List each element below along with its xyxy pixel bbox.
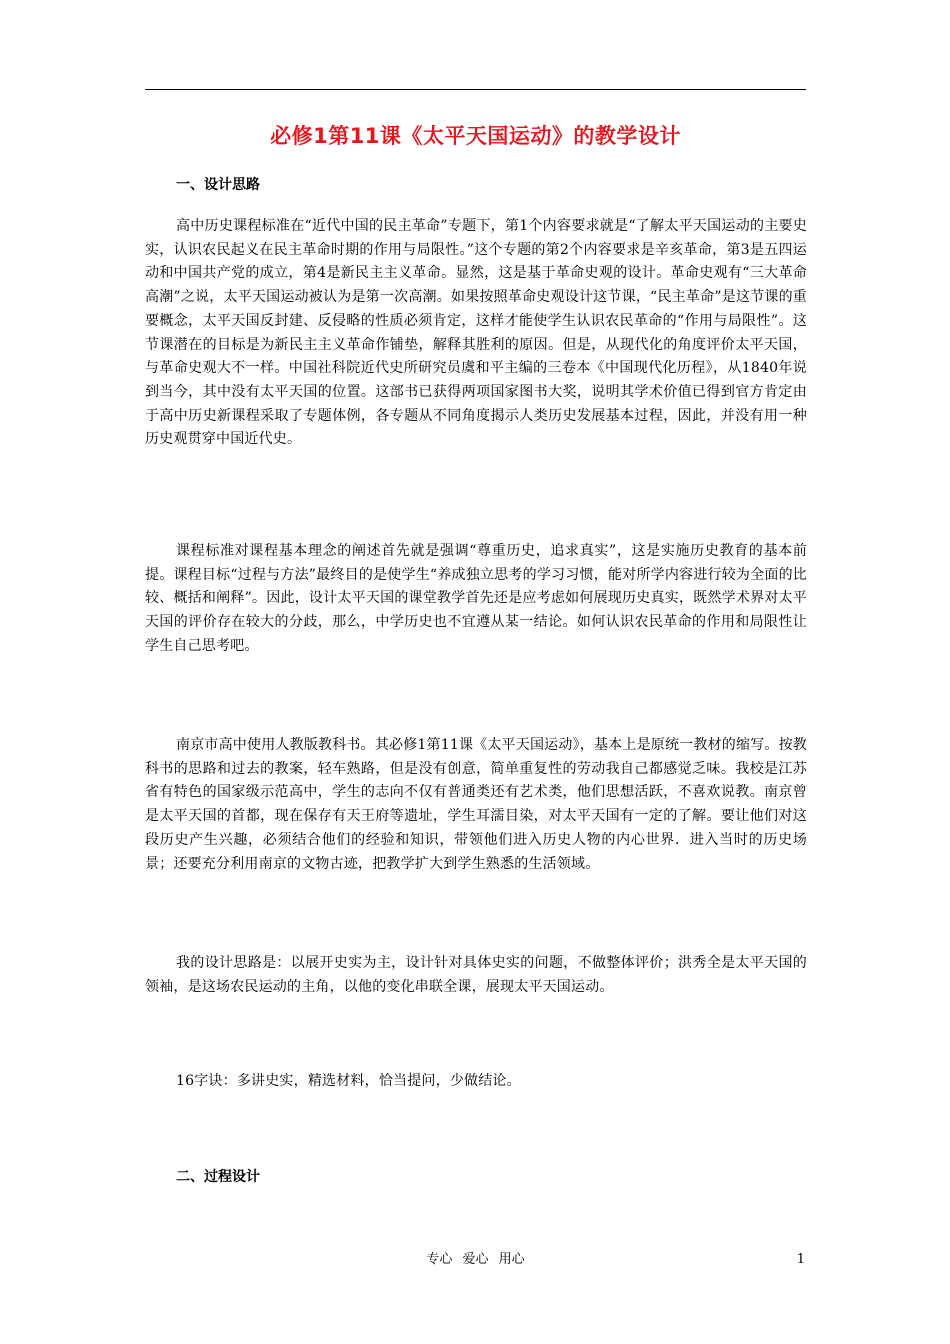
paragraph-3: 南京市高中使用人教版教科书。其必修1第11课《太平天国运动》，基本上是原统一教材的缩写。按教科书的思路和过去的教案，轻车熟路，但是没有创意，简单重复性的劳动我自己都感觉乏味。我校是江苏省有特色的国家级示范高中，学生的志向不仅有普通类还有艺术类，他们思想活跃，不喜欢说教。南京曾是太平天国的首都，现在保存有天王府等遗址，学生耳濡目染，对太平天国有一定的了解。要让他们对这段历史产生兴趣，必须结合他们的经验和知识，带领他们进入历史人物的内心世界．进入当时的历史场景；还要充分利用南京的文物古迹，把教学扩大到学生熟悉的生活领域。: [145, 737, 807, 872]
paragraph-5: 16字诀：多讲史实，精选材料，恰当提问，少做结论。: [176, 1073, 521, 1089]
paragraph-1: 高中历史课程标准在“近代中国的民主革命”专题下，第1个内容要求就是“了解太平天国运动的主要史实，认识农民起义在民主革命时期的作用与局限性。”这个专题的第2个内容要求是辛亥革命，第3是五四运动和中国共产党的成立，第4是新民主主义革命。显然，这是基于革命史观的设计。革命史观有“三大革命高潮”之说，太平天国运动被认为是第一次高潮。如果按照革命史观设计这节课，“民主革命”是这节课的重要概念，太平天国反封建、反侵略的性质必须肯定，这样才能使学生认识农民革命的“作用与局限性”。这节课潜在的目标是为新民主主义革命作铺垫，解释其胜利的原因。但是，从现代化的角度评价太平天国，与革命史观大不一样。中国社科院近代史所研究员虞和平主编的三卷本《中国现代化历程》，从1840年说到当今，其中没有太平天国的位置。这部书已获得两项国家图书大奖，说明其学术价值已得到官方肯定由于高中历史新课程采取了专题体例，各专题从不同角度揭示人类历史发展基本过程，因此，并没有用一种历史观贯穿中国近代史。: [145, 218, 807, 448]
paragraph-2: 课程标准对课程基本理念的阐述首先就是强调“尊重历史，追求真实”，这是实施历史教育的基本前提。课程目标“过程与方法”最终目的是使学生“养成独立思考的学习习惯，能对所学内容进行较为全面的比较、概括和阐释”。因此，设计太平天国的课堂教学首先还是应考虑如何展现历史真实，既然学术界对太平天国的评价存在较大的分歧，那么，中学历史也不宜遵从某一结论。如何认识农民革命的作用和局限性让学生自己思考吧。: [145, 543, 807, 654]
section-heading-design-ideas: 一、设计思路: [176, 177, 260, 193]
header-rule: [145, 89, 806, 90]
footer-slogan: 专心 爱心 用心: [426, 1252, 525, 1267]
document-title: 必修1第11课《太平天国运动》的教学设计: [270, 124, 681, 148]
page-number: 1: [796, 1252, 805, 1267]
section-heading-process-design: 二、过程设计: [176, 1169, 260, 1185]
paragraph-4: 我的设计思路是：以展开史实为主，设计针对具体史实的问题，不做整体评价；洪秀全是太平天国的领袖，是这场农民运动的主角，以他的变化串联全课，展现太平天国运动。: [145, 955, 807, 995]
